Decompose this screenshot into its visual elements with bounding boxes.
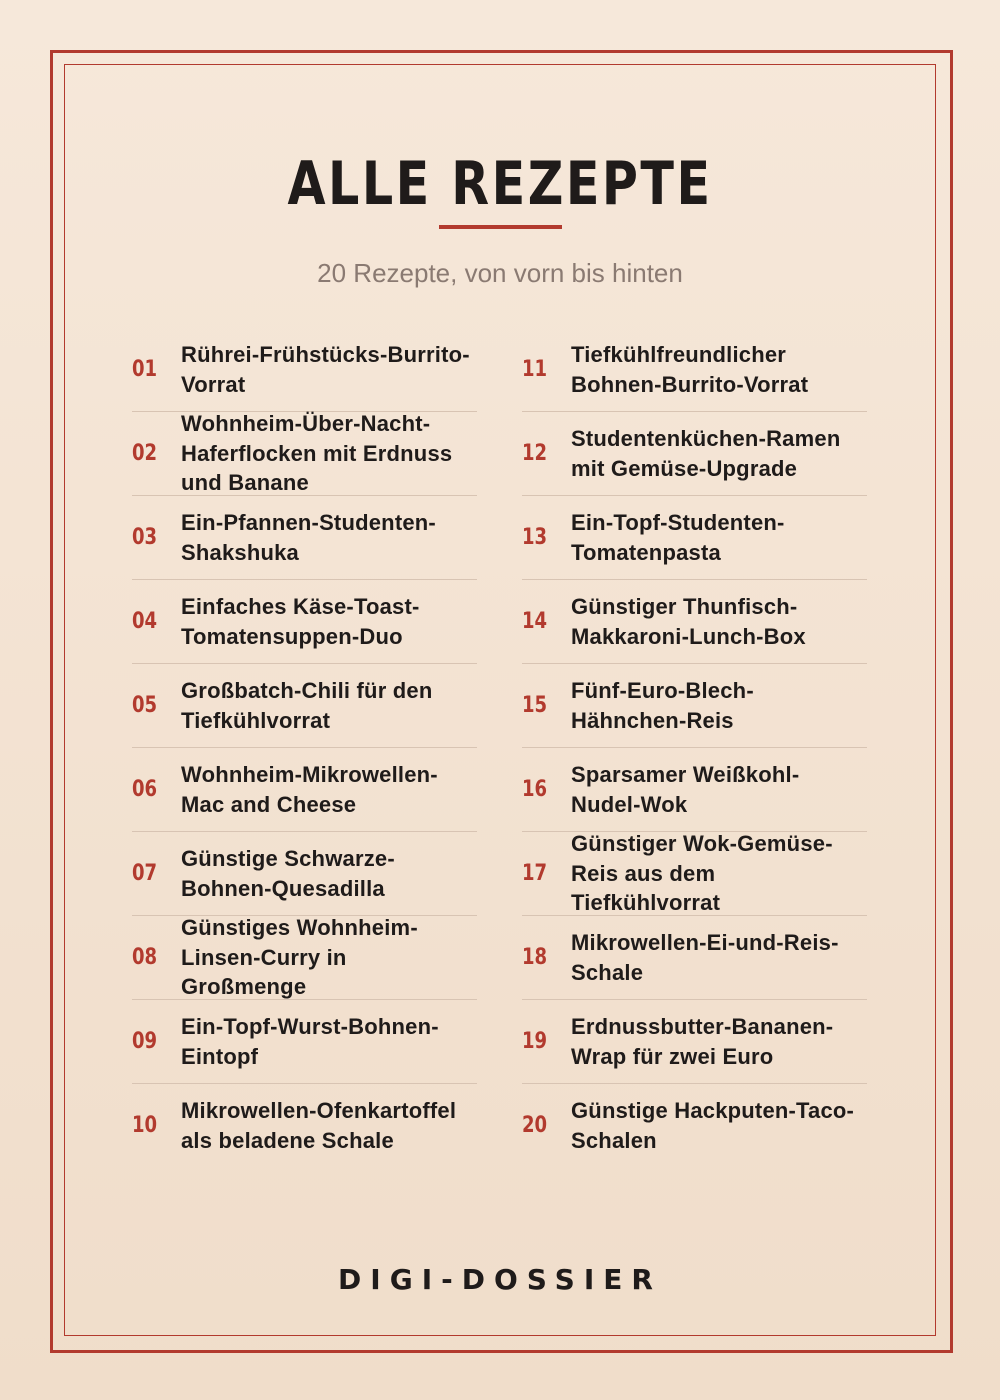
- recipe-number: 12: [522, 441, 548, 466]
- page-subtitle: 20 Rezepte, von vorn bis hinten: [317, 258, 683, 288]
- recipe-number: 13: [522, 525, 548, 550]
- recipe-list-right: [522, 328, 867, 1167]
- recipe-item: [522, 999, 867, 1083]
- recipe-item: [522, 915, 867, 999]
- recipe-item: [132, 999, 477, 1083]
- recipe-number: 07: [132, 861, 158, 886]
- recipe-name: Mikrowellen-Ofenkartoffel als beladene Schale: [181, 1098, 457, 1153]
- recipe-name: Günstige Schwarze-Bohnen-Quesadilla: [181, 846, 395, 901]
- recipe-name: Ein-Pfannen-Studenten-Shakshuka: [181, 510, 436, 565]
- recipe-item: [522, 328, 867, 411]
- recipe-item: [522, 747, 867, 831]
- recipe-item: [132, 495, 477, 579]
- recipe-name: Sparsamer Weißkohl-Nudel-Wok: [571, 762, 800, 817]
- recipe-name: Tiefkühlfreundlicher Bohnen-Burrito-Vorrat: [571, 342, 809, 397]
- recipe-number: 05: [132, 693, 158, 718]
- recipe-item: [522, 495, 867, 579]
- recipe-name: Rührei-Frühstücks-Burrito-Vorrat: [181, 342, 470, 397]
- recipe-name: Studentenküchen-Ramen mit Gemüse-Upgrade: [571, 426, 841, 481]
- recipe-item: [132, 747, 477, 831]
- recipe-number: 11: [522, 357, 548, 382]
- recipe-name: Günstige Hackputen-Taco-Schalen: [571, 1098, 855, 1153]
- recipe-item: [522, 831, 867, 915]
- recipe-name: Fünf-Euro-Blech-Hähnchen-Reis: [571, 678, 754, 733]
- recipe-number: 03: [132, 525, 158, 550]
- recipe-item: [132, 411, 477, 495]
- recipe-number: 14: [522, 609, 548, 634]
- recipe-item: [132, 579, 477, 663]
- recipe-name: Wohnheim-Über-Nacht-Haferflocken mit Erdnuss und Banane: [181, 411, 453, 496]
- recipe-item: [522, 1083, 867, 1167]
- recipe-item: [132, 328, 477, 411]
- recipe-name: Günstiger Wok-Gemüse-Reis aus dem Tiefkühlvorrat: [571, 831, 833, 916]
- recipe-name: Ein-Topf-Wurst-Bohnen-Eintopf: [181, 1014, 439, 1069]
- title-underline: [439, 225, 562, 229]
- recipe-name: Günstiger Thunfisch-Makkaroni-Lunch-Box: [571, 594, 806, 649]
- recipe-number: 01: [132, 357, 158, 382]
- recipe-name: Erdnussbutter-Bananen-Wrap für zwei Euro: [571, 1014, 834, 1069]
- recipe-number: 17: [522, 861, 548, 886]
- recipe-number: 19: [522, 1029, 548, 1054]
- recipe-number: 20: [522, 1113, 548, 1138]
- recipe-number: 15: [522, 693, 548, 718]
- recipe-name: Wohnheim-Mikrowellen-Mac and Cheese: [181, 762, 438, 817]
- recipe-item: [522, 411, 867, 495]
- recipe-name: Mikrowellen-Ei-und-Reis-Schale: [571, 930, 839, 985]
- recipe-name: Ein-Topf-Studenten-Tomatenpasta: [571, 510, 785, 565]
- footer-brand: DIGI-DOSSIER: [338, 1263, 662, 1296]
- recipe-item: [522, 579, 867, 663]
- recipe-number: 02: [132, 441, 158, 466]
- recipe-name: Günstiges Wohnheim-Linsen-Curry in Großmenge: [181, 915, 418, 1000]
- recipe-list-left: [132, 328, 477, 1167]
- recipe-number: 18: [522, 945, 548, 970]
- recipe-name: Einfaches Käse-Toast-Tomatensuppen-Duo: [181, 594, 420, 649]
- recipe-number: 10: [132, 1113, 158, 1138]
- recipe-number: 06: [132, 777, 158, 802]
- recipe-item: [132, 915, 477, 999]
- page-title: ALLE REZEPTE: [287, 149, 713, 219]
- recipe-number: 09: [132, 1029, 158, 1054]
- recipe-number: 16: [522, 777, 548, 802]
- recipe-item: [132, 663, 477, 747]
- recipe-item: [132, 1083, 477, 1167]
- recipe-item: [132, 831, 477, 915]
- recipe-number: 04: [132, 609, 158, 634]
- recipe-number: 08: [132, 945, 158, 970]
- recipe-item: [522, 663, 867, 747]
- recipe-name: Großbatch-Chili für den Tiefkühlvorrat: [181, 678, 433, 733]
